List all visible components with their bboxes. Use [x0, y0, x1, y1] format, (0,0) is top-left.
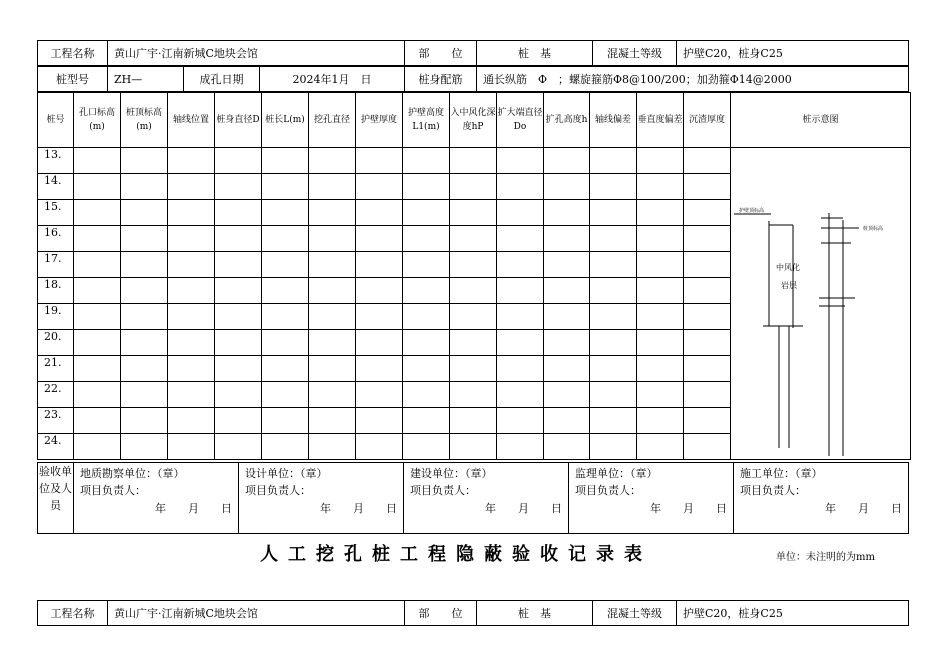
data-cell[interactable] — [403, 226, 450, 252]
column-header: 桩长L(m) — [262, 93, 309, 148]
data-cell[interactable] — [684, 330, 731, 356]
data-cell[interactable] — [684, 408, 731, 434]
data-cell[interactable] — [215, 278, 262, 304]
pile-number: 19. — [38, 304, 74, 330]
data-cell[interactable] — [168, 408, 215, 434]
data-cell[interactable] — [590, 356, 637, 382]
data-cell[interactable] — [309, 252, 356, 278]
pile-type-value: ZH— — [108, 67, 184, 92]
data-cell[interactable] — [450, 200, 497, 226]
responsible-person: 项目负责人： — [410, 484, 476, 497]
project-value: 黄山广宇·江南新城C地块会馆 — [108, 601, 405, 626]
data-cell[interactable] — [262, 434, 309, 460]
column-header-row — [38, 93, 911, 148]
hole-date-label: 成孔日期 — [184, 67, 260, 92]
pile-number: 16. — [38, 226, 74, 252]
data-cell[interactable] — [74, 278, 121, 304]
data-cell[interactable] — [544, 382, 590, 408]
data-cell[interactable] — [684, 200, 731, 226]
data-cell[interactable] — [356, 278, 403, 304]
signature-block — [404, 463, 569, 534]
responsible-person: 项目负责人： — [80, 484, 146, 497]
pile-number: 24. — [38, 434, 74, 460]
part-value: 桩 基 — [477, 41, 593, 66]
date-part: 月 — [858, 502, 869, 515]
data-cell[interactable] — [544, 252, 590, 278]
date-part: 日 — [551, 502, 562, 515]
data-cell[interactable] — [121, 408, 168, 434]
data-cell[interactable] — [74, 434, 121, 460]
column-header: 垂直度偏差 — [637, 93, 684, 148]
header-table-2 — [37, 66, 909, 92]
data-cell[interactable] — [356, 382, 403, 408]
data-cell[interactable] — [450, 226, 497, 252]
date-part: 年 — [650, 502, 661, 515]
page-title: 人工挖孔桩工程隐蔽验收记录表 — [260, 544, 652, 565]
data-cell[interactable] — [262, 304, 309, 330]
data-cell[interactable] — [684, 382, 731, 408]
data-cell[interactable] — [450, 252, 497, 278]
data-cell[interactable] — [215, 382, 262, 408]
data-cell[interactable] — [121, 252, 168, 278]
data-cell[interactable] — [309, 278, 356, 304]
column-header: 挖孔直径 — [309, 93, 356, 148]
pile-number: 14. — [38, 174, 74, 200]
data-cell[interactable] — [450, 434, 497, 460]
diagram-label: 中风化 — [776, 263, 800, 272]
data-cell[interactable] — [215, 174, 262, 200]
pile-record-table — [37, 92, 911, 460]
data-cell[interactable] — [544, 356, 590, 382]
data-cell[interactable] — [215, 148, 262, 174]
data-cell[interactable] — [356, 226, 403, 252]
data-cell[interactable] — [309, 174, 356, 200]
data-cell[interactable] — [121, 200, 168, 226]
data-cell[interactable] — [590, 278, 637, 304]
data-cell[interactable] — [497, 356, 544, 382]
data-cell[interactable] — [262, 278, 309, 304]
pile-type-label: 桩型号 — [38, 67, 108, 92]
data-cell[interactable] — [544, 174, 590, 200]
project-label: 工程名称 — [38, 601, 108, 626]
data-cell[interactable] — [215, 200, 262, 226]
date-part: 日 — [891, 502, 902, 515]
date-part: 月 — [683, 502, 694, 515]
data-cell[interactable] — [403, 408, 450, 434]
data-cell[interactable] — [215, 356, 262, 382]
data-cell[interactable] — [684, 226, 731, 252]
concrete-value: 护壁C20，桩身C25 — [677, 41, 909, 66]
data-cell[interactable] — [497, 408, 544, 434]
data-cell[interactable] — [497, 226, 544, 252]
responsible-person: 项目负责人： — [245, 484, 311, 497]
signature-table — [37, 462, 909, 534]
pile-number: 15. — [38, 200, 74, 226]
diagram-label: 岩层 — [781, 281, 797, 290]
data-cell[interactable] — [450, 304, 497, 330]
data-cell[interactable] — [309, 304, 356, 330]
pile-number: 18. — [38, 278, 74, 304]
data-cell[interactable] — [403, 382, 450, 408]
data-cell[interactable] — [121, 382, 168, 408]
data-cell[interactable] — [590, 304, 637, 330]
data-cell[interactable] — [168, 148, 215, 174]
data-cell[interactable] — [590, 330, 637, 356]
pile-number: 13. — [38, 148, 74, 174]
date-part: 月 — [353, 502, 364, 515]
data-cell[interactable] — [215, 252, 262, 278]
data-cell[interactable] — [637, 434, 684, 460]
unit-name: 地质勘察单位：（章） — [80, 467, 185, 480]
data-cell[interactable] — [544, 434, 590, 460]
signature-block — [239, 463, 404, 534]
data-cell[interactable] — [637, 304, 684, 330]
data-cell[interactable] — [74, 148, 121, 174]
data-cell[interactable] — [356, 304, 403, 330]
data-cell[interactable] — [637, 382, 684, 408]
data-cell[interactable] — [684, 148, 731, 174]
data-cell[interactable] — [309, 356, 356, 382]
date-part: 月 — [518, 502, 529, 515]
data-cell[interactable] — [497, 278, 544, 304]
data-cell[interactable] — [309, 408, 356, 434]
data-cell[interactable] — [450, 330, 497, 356]
rebar-value: 通长纵筋 Φ ；螺旋箍筋Φ8@100/200；加劲箍Φ14@2000 — [477, 67, 909, 92]
data-cell[interactable] — [450, 382, 497, 408]
data-cell[interactable] — [450, 408, 497, 434]
unit-name: 设计单位：（章） — [245, 467, 328, 480]
data-cell[interactable] — [262, 382, 309, 408]
data-cell[interactable] — [684, 356, 731, 382]
data-cell[interactable] — [590, 408, 637, 434]
data-cell[interactable] — [637, 330, 684, 356]
signature-row — [38, 463, 909, 534]
data-cell[interactable] — [168, 200, 215, 226]
data-cell[interactable] — [497, 252, 544, 278]
column-header: 孔口标高(m) — [74, 93, 121, 148]
data-cell[interactable] — [356, 434, 403, 460]
data-cell[interactable] — [403, 356, 450, 382]
data-cell[interactable] — [215, 434, 262, 460]
data-cell[interactable] — [637, 408, 684, 434]
data-cell[interactable] — [262, 226, 309, 252]
project-value: 黄山广宇·江南新城C地块会馆 — [108, 41, 405, 66]
sign-date — [133, 500, 232, 517]
data-cell[interactable] — [168, 356, 215, 382]
signature-block — [569, 463, 734, 534]
data-cell[interactable] — [215, 304, 262, 330]
data-cell[interactable] — [309, 200, 356, 226]
data-cell[interactable] — [262, 356, 309, 382]
rebar-label: 桩身配筋 — [405, 67, 477, 92]
data-cell[interactable] — [637, 252, 684, 278]
data-cell[interactable] — [356, 174, 403, 200]
data-cell[interactable] — [403, 252, 450, 278]
responsible-person: 项目负责人： — [575, 484, 641, 497]
pile-number: 20. — [38, 330, 74, 356]
data-cell[interactable] — [168, 278, 215, 304]
unit-name: 建设单位：（章） — [410, 467, 493, 480]
sign-date — [463, 500, 562, 517]
data-cell[interactable] — [590, 148, 637, 174]
signature-block — [74, 463, 239, 534]
date-part: 年 — [320, 502, 331, 515]
acceptance-units-label: 验收单位及人员 — [38, 463, 74, 534]
data-cell[interactable] — [262, 148, 309, 174]
data-cell[interactable] — [544, 148, 590, 174]
data-cell[interactable] — [497, 382, 544, 408]
data-cell[interactable] — [74, 408, 121, 434]
data-cell[interactable] — [497, 434, 544, 460]
column-header: 扩大端直径Do — [497, 93, 544, 148]
data-cell[interactable] — [450, 278, 497, 304]
data-cell[interactable] — [403, 148, 450, 174]
data-cell[interactable] — [121, 278, 168, 304]
data-cell[interactable] — [403, 278, 450, 304]
data-cell[interactable] — [121, 174, 168, 200]
data-cell[interactable] — [356, 330, 403, 356]
data-cell[interactable] — [262, 200, 309, 226]
data-cell[interactable] — [497, 148, 544, 174]
concrete-value: 护壁C20，桩身C25 — [677, 601, 909, 626]
data-cell[interactable] — [309, 434, 356, 460]
pile-number: 22. — [38, 382, 74, 408]
data-cell[interactable] — [74, 330, 121, 356]
part-value: 桩 基 — [477, 601, 593, 626]
data-cell[interactable] — [262, 330, 309, 356]
data-cell[interactable] — [168, 174, 215, 200]
diagram-label: 护壁顶标高 — [739, 208, 765, 214]
data-cell[interactable] — [356, 356, 403, 382]
data-cell[interactable] — [684, 174, 731, 200]
data-cell[interactable] — [356, 408, 403, 434]
data-cell[interactable] — [637, 226, 684, 252]
data-cell[interactable] — [121, 304, 168, 330]
hole-date-value: 2024年1月 日 — [260, 67, 405, 92]
data-cell[interactable] — [74, 252, 121, 278]
data-cell[interactable] — [403, 434, 450, 460]
data-cell[interactable] — [215, 226, 262, 252]
header-table-repeat — [37, 600, 909, 626]
data-cell[interactable] — [168, 304, 215, 330]
column-header: 护壁厚度 — [356, 93, 403, 148]
data-cell[interactable] — [262, 252, 309, 278]
data-cell[interactable] — [497, 304, 544, 330]
data-cell[interactable] — [356, 148, 403, 174]
data-cell[interactable] — [637, 200, 684, 226]
pile-number: 23. — [38, 408, 74, 434]
data-cell[interactable] — [309, 382, 356, 408]
part-label: 部 位 — [405, 41, 477, 66]
data-cell[interactable] — [684, 304, 731, 330]
data-cell[interactable] — [121, 148, 168, 174]
header-table — [37, 40, 909, 66]
sign-date — [298, 500, 397, 517]
date-part: 年 — [155, 502, 166, 515]
data-cell[interactable] — [544, 200, 590, 226]
column-header: 入中风化深度hP — [450, 93, 497, 148]
column-header: 桩示意图 — [731, 93, 911, 148]
data-cell[interactable] — [403, 330, 450, 356]
pile-diagram — [731, 148, 911, 460]
data-cell[interactable] — [262, 174, 309, 200]
unit-name: 施工单位：（章） — [740, 467, 823, 480]
data-cell[interactable] — [74, 356, 121, 382]
concrete-label: 混凝土等级 — [593, 601, 677, 626]
date-part: 年 — [485, 502, 496, 515]
data-cell[interactable] — [121, 330, 168, 356]
date-part: 年 — [825, 502, 836, 515]
data-cell[interactable] — [590, 252, 637, 278]
data-cell[interactable] — [168, 226, 215, 252]
data-cell[interactable] — [544, 278, 590, 304]
date-part: 日 — [221, 502, 232, 515]
pile-diagram-svg — [731, 148, 909, 456]
concrete-label: 混凝土等级 — [593, 41, 677, 66]
data-cell[interactable] — [215, 408, 262, 434]
data-cell[interactable] — [356, 200, 403, 226]
data-cell[interactable] — [684, 278, 731, 304]
column-header: 沉渣厚度 — [684, 93, 731, 148]
data-cell[interactable] — [637, 356, 684, 382]
data-cell[interactable] — [403, 304, 450, 330]
project-label: 工程名称 — [38, 41, 108, 66]
pile-number: 21. — [38, 356, 74, 382]
data-cell[interactable] — [262, 408, 309, 434]
part-label: 部 位 — [405, 601, 477, 626]
data-cell[interactable] — [590, 174, 637, 200]
data-cell[interactable] — [544, 226, 590, 252]
data-cell[interactable] — [497, 330, 544, 356]
data-cell[interactable] — [590, 226, 637, 252]
data-cell[interactable] — [544, 408, 590, 434]
diagram-label: 桩顶标高 — [863, 226, 884, 232]
column-header: 护壁高度L1(m) — [403, 93, 450, 148]
data-cell[interactable] — [497, 174, 544, 200]
data-cell[interactable] — [590, 200, 637, 226]
data-cell[interactable] — [121, 356, 168, 382]
data-cell[interactable] — [544, 304, 590, 330]
sign-date — [803, 500, 902, 517]
data-cell[interactable] — [168, 252, 215, 278]
unit-note: 单位：未注明的为mm — [776, 552, 875, 563]
data-cell[interactable] — [74, 226, 121, 252]
data-cell[interactable] — [168, 330, 215, 356]
data-cell[interactable] — [121, 434, 168, 460]
data-cell[interactable] — [309, 148, 356, 174]
data-cell[interactable] — [684, 252, 731, 278]
column-header: 轴线位置 — [168, 93, 215, 148]
data-cell[interactable] — [637, 278, 684, 304]
sign-date — [628, 500, 727, 517]
date-part: 日 — [386, 502, 397, 515]
data-cell[interactable] — [74, 382, 121, 408]
data-cell[interactable] — [215, 330, 262, 356]
data-cell[interactable] — [544, 330, 590, 356]
table-row — [38, 148, 911, 174]
data-cell[interactable] — [74, 200, 121, 226]
data-cell[interactable] — [309, 226, 356, 252]
column-header: 桩号 — [38, 93, 74, 148]
pile-number: 17. — [38, 252, 74, 278]
data-cell[interactable] — [450, 148, 497, 174]
date-part: 日 — [716, 502, 727, 515]
date-part: 月 — [188, 502, 199, 515]
column-header: 轴线偏差 — [590, 93, 637, 148]
signature-block — [734, 463, 909, 534]
data-cell[interactable] — [637, 174, 684, 200]
data-cell[interactable] — [497, 200, 544, 226]
data-cell[interactable] — [403, 174, 450, 200]
data-cell[interactable] — [309, 330, 356, 356]
data-cell[interactable] — [684, 434, 731, 460]
data-cell[interactable] — [121, 226, 168, 252]
responsible-person: 项目负责人： — [740, 484, 806, 497]
column-header: 扩孔高度h — [544, 93, 590, 148]
data-cell[interactable] — [590, 434, 637, 460]
data-cell[interactable] — [450, 174, 497, 200]
data-cell[interactable] — [637, 148, 684, 174]
data-cell[interactable] — [450, 356, 497, 382]
data-cell[interactable] — [74, 174, 121, 200]
column-header: 桩身直径D — [215, 93, 262, 148]
data-cell[interactable] — [168, 434, 215, 460]
unit-name: 监理单位：（章） — [575, 467, 658, 480]
data-cell[interactable] — [403, 200, 450, 226]
data-cell[interactable] — [356, 252, 403, 278]
data-cell[interactable] — [590, 382, 637, 408]
data-cell[interactable] — [74, 304, 121, 330]
data-cell[interactable] — [168, 382, 215, 408]
column-header: 桩顶标高(m) — [121, 93, 168, 148]
